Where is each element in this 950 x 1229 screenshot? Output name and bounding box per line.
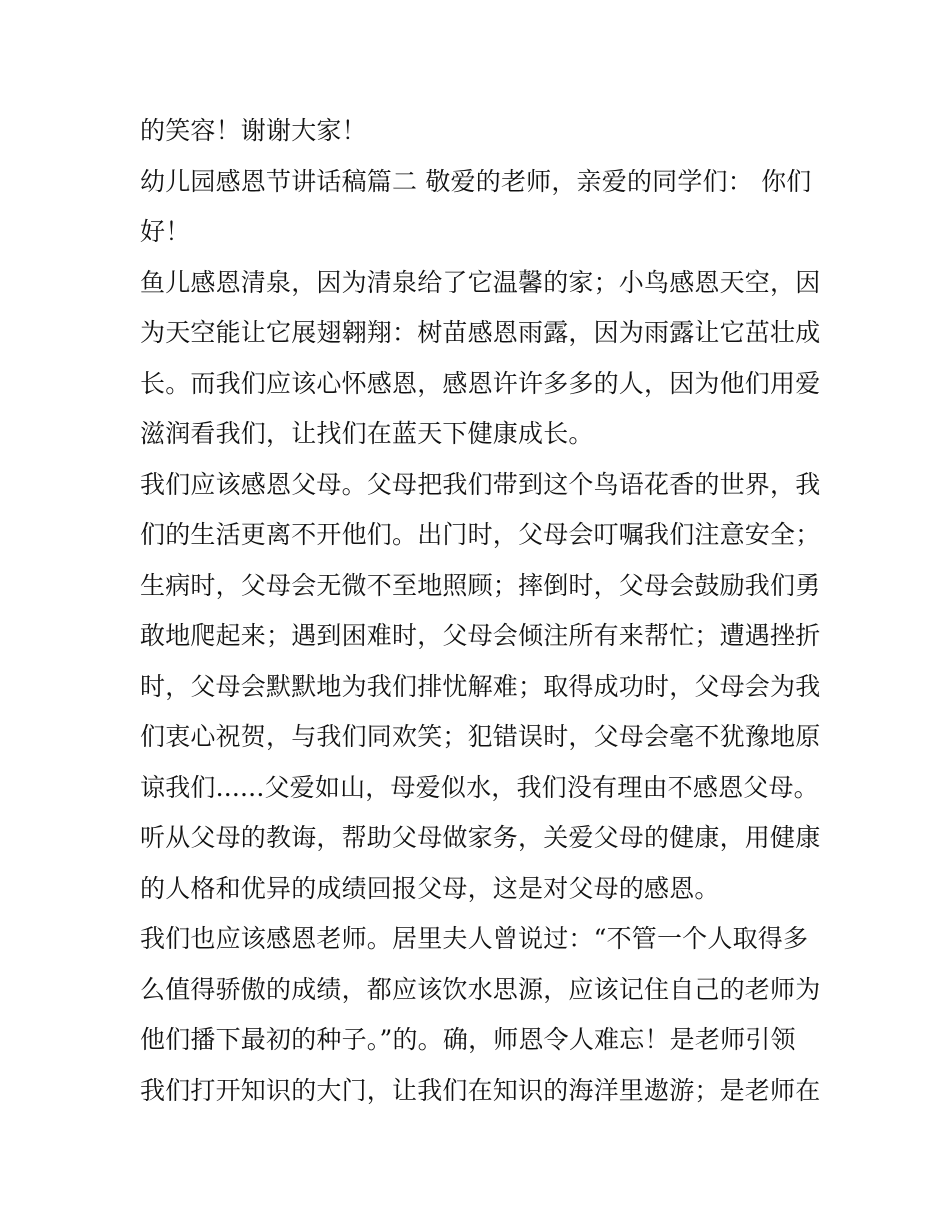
text-line: 他们播下最初的种子。”的。确，师恩令人难忘！是老师引领 — [140, 1025, 796, 1054]
text-line: 们衷心祝贺，与我们同欢笑；犯错误时，父母会毫不犹豫地原 — [140, 722, 821, 751]
text-line: 们的生活更离不开他们。出门时，父母会叮嘱我们注意安全； — [140, 520, 821, 549]
text-line: 生病时，父母会无微不至地照顾；摔倒时，父母会鼓励我们勇 — [140, 570, 821, 600]
text-line: 敢地爬起来；遇到困难时，父母会倾注所有来帮忙；遭遇挫折 — [140, 621, 821, 650]
text-line: 幼儿园感恩节讲话稿篇二 敬爱的老师，亲爱的同学们： 你们 — [140, 166, 812, 196]
text-line: 时，父母会默默地为我们排忧解难；取得成功时，父母会为我 — [140, 671, 821, 701]
text-line: 听从父母的教诲，帮助父母做家务，关爱父母的健康，用健康 — [140, 823, 821, 852]
text-line: 我们打开知识的大门，让我们在知识的海洋里遨游；是老师在 — [140, 1075, 821, 1105]
text-line: 好！ — [140, 217, 191, 246]
text-line: 我们应该感恩父母。父母把我们带到这个鸟语花香的世界，我 — [140, 469, 821, 499]
text-line: 长。而我们应该心怀感恩，感恩许许多多的人，因为他们用爱 — [140, 368, 821, 398]
text-line: 谅我们......父爱如山，母爱似水，我们没有理由不感恩父母。 — [140, 772, 819, 802]
text-line: 我们也应该感恩老师。居里夫人曾说过：“不管一个人取得多 — [140, 924, 809, 953]
text-line: 的人格和优异的成绩回报父母，这是对父母的感恩。 — [140, 873, 720, 903]
text-line: 的笑容！谢谢大家！ — [140, 116, 367, 145]
text-line: 为天空能让它展翅翱翔：树苗感恩雨露，因为雨露让它茁壮成 — [140, 318, 821, 347]
text-line: 么值得骄傲的成绩，都应该饮水思源，应该记住自己的老师为 — [140, 974, 821, 1004]
text-line: 鱼儿感恩清泉，因为清泉给了它温馨的家；小鸟感恩天空，因 — [140, 267, 821, 297]
text-line: 滋润看我们，让找们在蓝天下健康成长。 — [140, 419, 594, 448]
document-body — [140, 106, 820, 1116]
